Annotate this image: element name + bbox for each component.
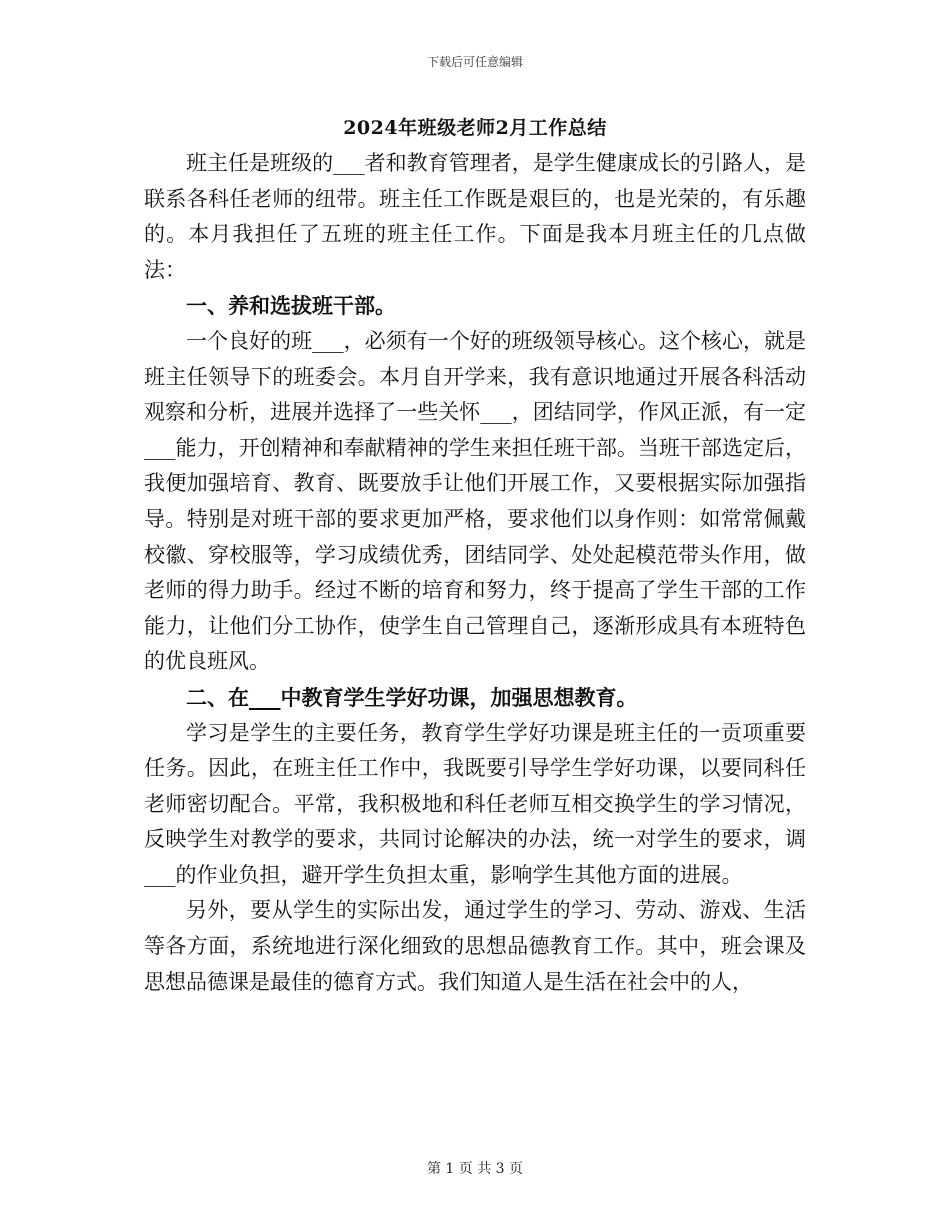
page-number: 第 1 页 共 3 页 [426,1161,524,1177]
document-title: 2024年班级老师2月工作总结 [343,117,607,139]
paragraph-section-2: 学习是学生的主要任务，教育学生学好功课是班主任的一贡项重要任务。因此，在班主任工作中，我既要引导学生学好功课，以要同科任老师密切配合。平常，我积极地和科任老师互相交换学生的学习情况，反映学生对教学的要求，共同讨论解决的办法，统一对学生的要求，调___的作业负担，避开学生负担太重，影响学生其他方面的进展。 [144,720,806,887]
section-heading-2: 二、在___中教育学生学好功课，加强思想教育。 [186,684,638,710]
paragraph-intro: 班主任是班级的___者和教育管理者，是学生健康成长的引路人，是联系各科任老师的纽带。班主任工作既是艰巨的，也是光荣的，有乐趣的。本月我担任了五班的班主任工作。下面是我本月班主任的几点做法： [144,151,806,282]
paragraph-section-1: 一个良好的班___，必须有一个好的班级领导核心。这个核心，就是班主任领导下的班委会。本月自开学来，我有意识地通过开展各科活动观察和分析，进展并选择了一些关怀___，团结同学，作风正派，有一定___能力，开创精神和奉献精神的学生来担任班干部。当班干部选定后，我便加强培育、教育、既要放手让他们开展工作，又要根据实际加强指导。特别是对班干部的要求更加严格，要求他们以身作则：如常常佩戴校徽、穿校服等，学习成绩优秀，团结同学、处处起模范带头作用，做老师的得力助手。经过不断的培育和努力，终于提高了学生干部的工作能力，让他们分工协作，使学生自己管理自己，逐渐形成具有本班特色的优良班风。 [144,328,806,674]
document-body [144,146,806,1000]
paragraph-section-2-cont: 另外，要从学生的实际出发，通过学生的学习、劳动、游戏、生活等各方面，系统地进行深化细致的思想品德教育工作。其中，班会课及思想品德课是最佳的德育方式。我们知道人是生活在社会中的人， [144,898,806,994]
page-header-note: 下载后可任意编辑 [426,55,523,69]
section-heading-1: 一、养和选拔班干部。 [186,293,396,319]
